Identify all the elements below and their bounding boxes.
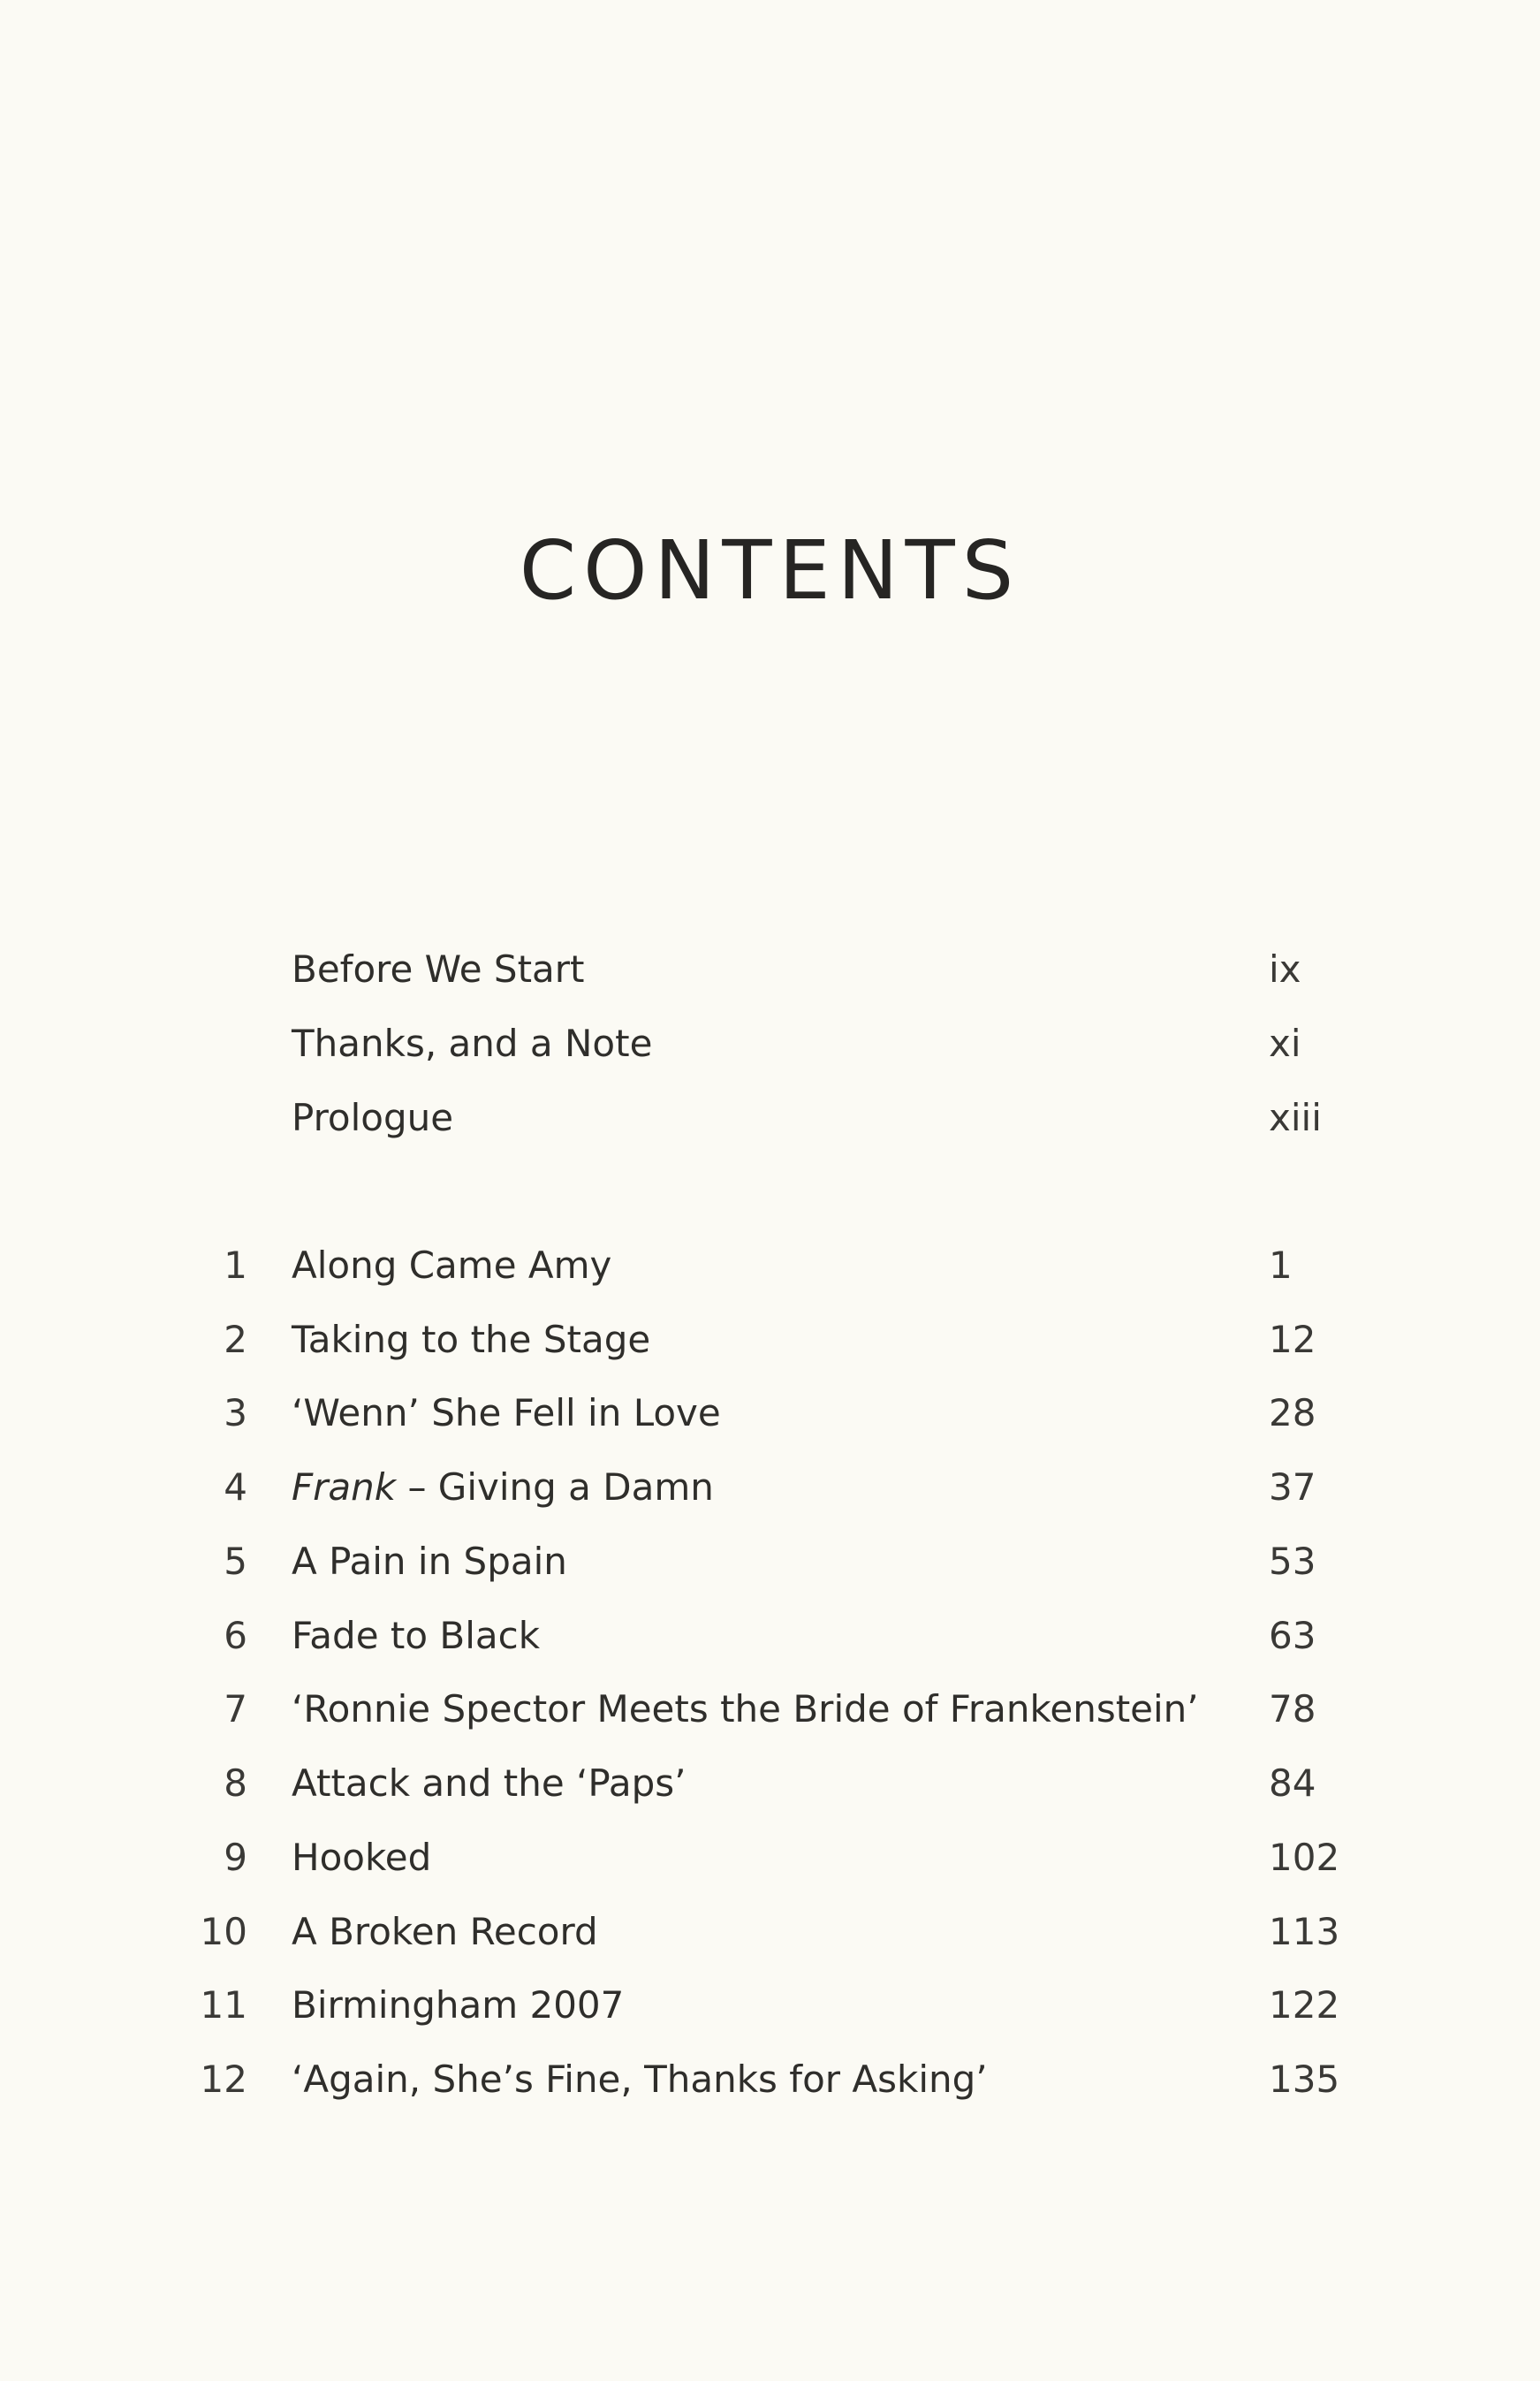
chapter-page: 84	[1269, 1761, 1316, 1805]
chapter-title: Hooked	[292, 1836, 432, 1879]
toc-entry-title: Before We Start	[292, 947, 585, 991]
chapter-number: 12	[200, 2058, 247, 2101]
chapter-entry	[0, 1534, 1540, 1589]
toc-entry	[0, 1016, 1540, 1071]
chapter-page: 135	[1269, 2058, 1340, 2101]
chapter-page: 53	[1269, 1540, 1316, 1583]
chapter-page: 102	[1269, 1836, 1340, 1879]
chapter-page: 1	[1269, 1244, 1293, 1287]
chapter-title: Along Came Amy	[292, 1244, 612, 1287]
chapter-title-italic: Frank	[292, 1465, 397, 1509]
chapter-number: 9	[224, 1836, 247, 1879]
chapter-number: 7	[224, 1687, 247, 1731]
chapter-entry	[0, 1312, 1540, 1367]
toc-entry	[0, 1091, 1540, 1145]
toc-entry-page: ix	[1269, 947, 1301, 991]
toc-entry	[0, 942, 1540, 997]
toc-entry-page: xi	[1269, 1022, 1301, 1065]
chapter-title: Fade to Black	[292, 1614, 541, 1657]
chapter-number: 3	[224, 1391, 247, 1434]
chapter-entry	[0, 1978, 1540, 2033]
chapter-title: ‘Again, She’s Fine, Thanks for Asking’	[292, 2058, 988, 2101]
chapter-page: 78	[1269, 1687, 1316, 1731]
chapter-number: 10	[200, 1910, 247, 1953]
chapter-entry	[0, 1460, 1540, 1515]
chapter-number: 2	[224, 1318, 247, 1361]
chapter-title: ‘Ronnie Spector Meets the Bride of Frankenstein’	[292, 1687, 1199, 1731]
chapter-page: 63	[1269, 1614, 1316, 1657]
chapter-number: 5	[224, 1540, 247, 1583]
chapter-page: 113	[1269, 1910, 1340, 1953]
chapter-title: Attack and the ‘Paps’	[292, 1761, 687, 1805]
chapter-entry	[0, 1830, 1540, 1885]
page-title: CONTENTS	[519, 523, 1021, 618]
chapter-page: 122	[1269, 1983, 1340, 2027]
toc-entry-title: Thanks, and a Note	[292, 1022, 653, 1065]
chapter-page: 12	[1269, 1318, 1316, 1361]
chapter-title: A Broken Record	[292, 1910, 598, 1953]
chapter-title-rest: – Giving a Damn	[396, 1465, 714, 1509]
chapter-entry	[0, 1905, 1540, 1959]
chapter-title	[292, 1460, 714, 1515]
chapter-number: 8	[224, 1761, 247, 1805]
chapter-entry	[0, 1756, 1540, 1811]
toc-entry-title: Prologue	[292, 1096, 454, 1139]
chapter-page: 37	[1269, 1465, 1316, 1509]
chapter-number: 1	[224, 1244, 247, 1287]
chapter-title: ‘Wenn’ She Fell in Love	[292, 1391, 721, 1434]
chapter-entry	[0, 1609, 1540, 1663]
chapter-number: 11	[200, 1983, 247, 2027]
chapter-title: Birmingham 2007	[292, 1983, 625, 2027]
chapter-title: Taking to the Stage	[292, 1318, 651, 1361]
chapter-number: 6	[224, 1614, 247, 1657]
chapter-number: 4	[224, 1465, 247, 1509]
toc-entry-page: xiii	[1269, 1096, 1322, 1139]
chapter-entry	[0, 1386, 1540, 1441]
chapter-page: 28	[1269, 1391, 1316, 1434]
chapter-entry	[0, 1682, 1540, 1737]
chapter-title: A Pain in Spain	[292, 1540, 567, 1583]
chapter-entry	[0, 1238, 1540, 1293]
chapter-entry	[0, 2052, 1540, 2107]
